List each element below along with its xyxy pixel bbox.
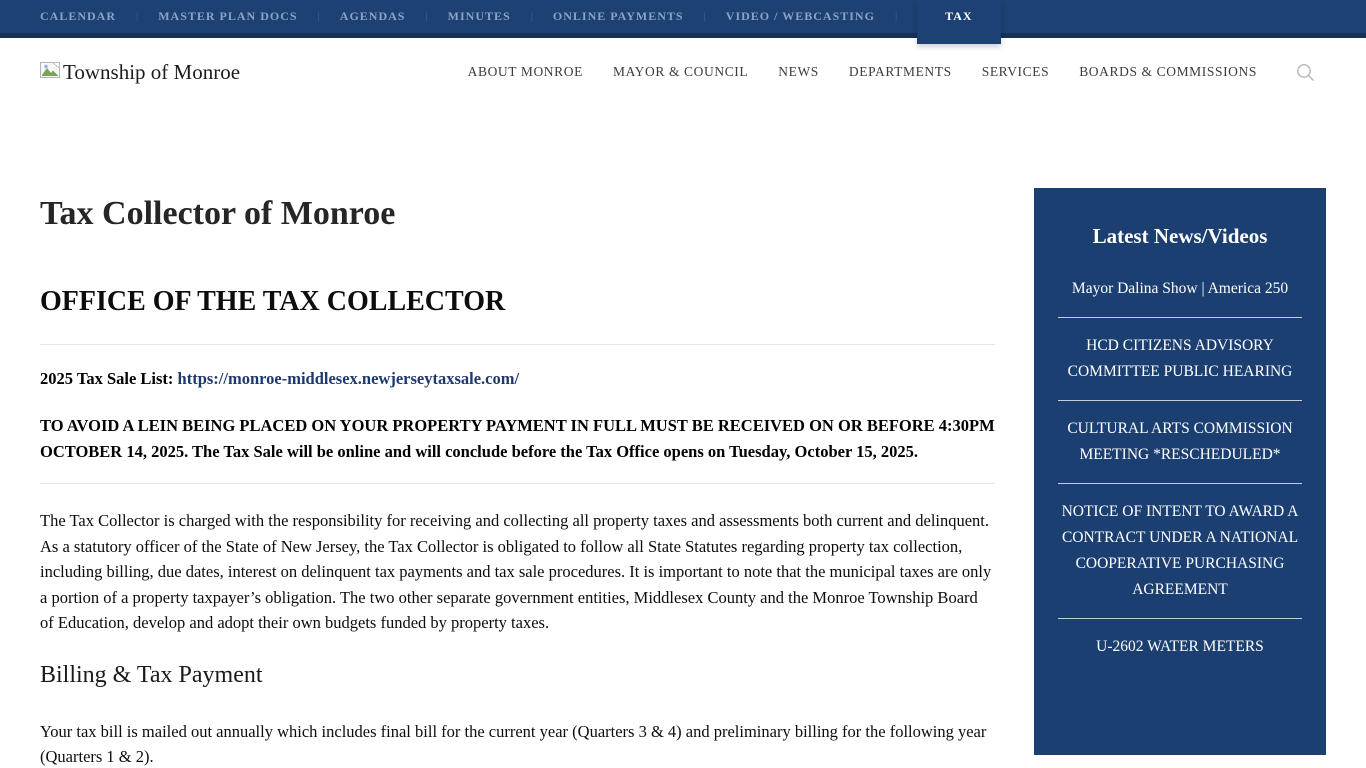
- nav-mayor-council[interactable]: MAYOR & COUNCIL: [612, 64, 749, 79]
- search-icon[interactable]: [1295, 62, 1316, 83]
- topbar-item-video-webcasting[interactable]: VIDEO / WEBCASTING: [725, 9, 875, 23]
- topbar-separator: |: [425, 10, 428, 22]
- content-divider: [40, 483, 995, 484]
- nav-services[interactable]: SERVICES: [981, 64, 1050, 79]
- nav-boards-commissions[interactable]: BOARDS & COMMISSIONS: [1079, 64, 1257, 79]
- tax-sale-link[interactable]: https://monroe-middlesex.newjerseytaxsale.com/: [177, 369, 520, 388]
- topbar-separator: |: [894, 10, 898, 22]
- main-area: [0, 108, 1366, 768]
- topbar-item-online-payments[interactable]: ONLINE PAYMENTS: [552, 9, 684, 23]
- page-title: Tax Collector of Monroe: [40, 195, 396, 232]
- news-item-notice-of-intent[interactable]: NOTICE OF INTENT TO AWARD A CONTRACT UNDER A NATIONAL COOPERATIVE PURCHASING AGREEMENT: [1058, 484, 1302, 619]
- topbar-separator: |: [530, 10, 533, 22]
- tax-collector-description: The Tax Collector is charged with the responsibility for receiving and collecting all property taxes and assessments both current and delinquent. As a statutory officer of the State of New Jersey, the Tax Collector is obligated to follow all State Statutes regarding property tax collection, including billing, due dates, interest on delinquent tax payments and tax sale procedures. It is important to note that the municipal taxes are only a portion of a property taxpayer’s obligation. The two other separate government entities, Middlesex County and the Monroe Township Board of Education, develop and adopt their own budgets funded by property taxes.: [40, 511, 992, 632]
- news-item-mayor-dalina-show[interactable]: Mayor Dalina Show | America 250: [1058, 261, 1302, 318]
- news-item-water-meters[interactable]: U-2602 WATER METERS: [1096, 638, 1264, 655]
- sidebar-title: Latest News/Videos: [1092, 224, 1268, 248]
- tax-sale-line: [40, 369, 995, 389]
- nav-departments[interactable]: DEPARTMENTS: [848, 64, 952, 79]
- nav-news[interactable]: NEWS: [778, 64, 819, 79]
- topbar-separator: |: [703, 10, 706, 22]
- main-navigation: [438, 62, 1326, 83]
- latest-news-sidebar: [1034, 188, 1326, 755]
- content-divider: [40, 344, 995, 345]
- topbar-item-calendar[interactable]: CALENDAR: [40, 9, 117, 23]
- topbar-menu: [0, 0, 1366, 33]
- site-header: [0, 38, 1366, 108]
- billing-tax-payment-text: Your tax bill is mailed out annually which includes final bill for the current year (Quarters 3 & 4) and preliminary billing for the following year (Quarters 1 & 2).: [40, 721, 987, 766]
- page-content: [40, 108, 995, 768]
- tax-sale-warning: TO AVOID A LEIN BEING PLACED ON YOUR PROPERTY PAYMENT IN FULL MUST BE RECEIVED ON OR BEFORE 4:30PM OCTOBER 14, 2025. The Tax Sale will be online and will conclude before the Tax Office opens on Tuesday, October 15, 2025.: [40, 416, 995, 461]
- billing-tax-payment-heading: Billing & Tax Payment: [40, 661, 263, 688]
- topbar-item-minutes[interactable]: MINUTES: [447, 9, 511, 23]
- tax-sale-label: 2025 Tax Sale List:: [40, 369, 178, 388]
- broken-image-icon: [40, 60, 63, 83]
- news-item-cultural-arts[interactable]: CULTURAL ARTS COMMISSION MEETING *RESCHEDULED*: [1058, 401, 1302, 484]
- top-utility-bar: [0, 0, 1366, 38]
- section-title: OFFICE OF THE TAX COLLECTOR: [40, 286, 506, 317]
- nav-about-monroe[interactable]: ABOUT MONROE: [467, 64, 583, 79]
- topbar-item-master-plan-docs[interactable]: MASTER PLAN DOCS: [158, 9, 298, 23]
- topbar-separator: |: [136, 10, 139, 22]
- topbar-separator: |: [317, 10, 320, 22]
- topbar-bottom-strip: [0, 33, 1366, 38]
- news-item-hcd-hearing[interactable]: HCD CITIZENS ADVISORY COMMITTEE PUBLIC HEARING: [1058, 318, 1302, 401]
- topbar-item-agendas[interactable]: AGENDAS: [339, 9, 406, 23]
- site-logo[interactable]: [40, 60, 240, 85]
- logo-alt-text: Township of Monroe: [63, 59, 241, 84]
- topbar-item-tax-active[interactable]: TAX: [917, 0, 1000, 44]
